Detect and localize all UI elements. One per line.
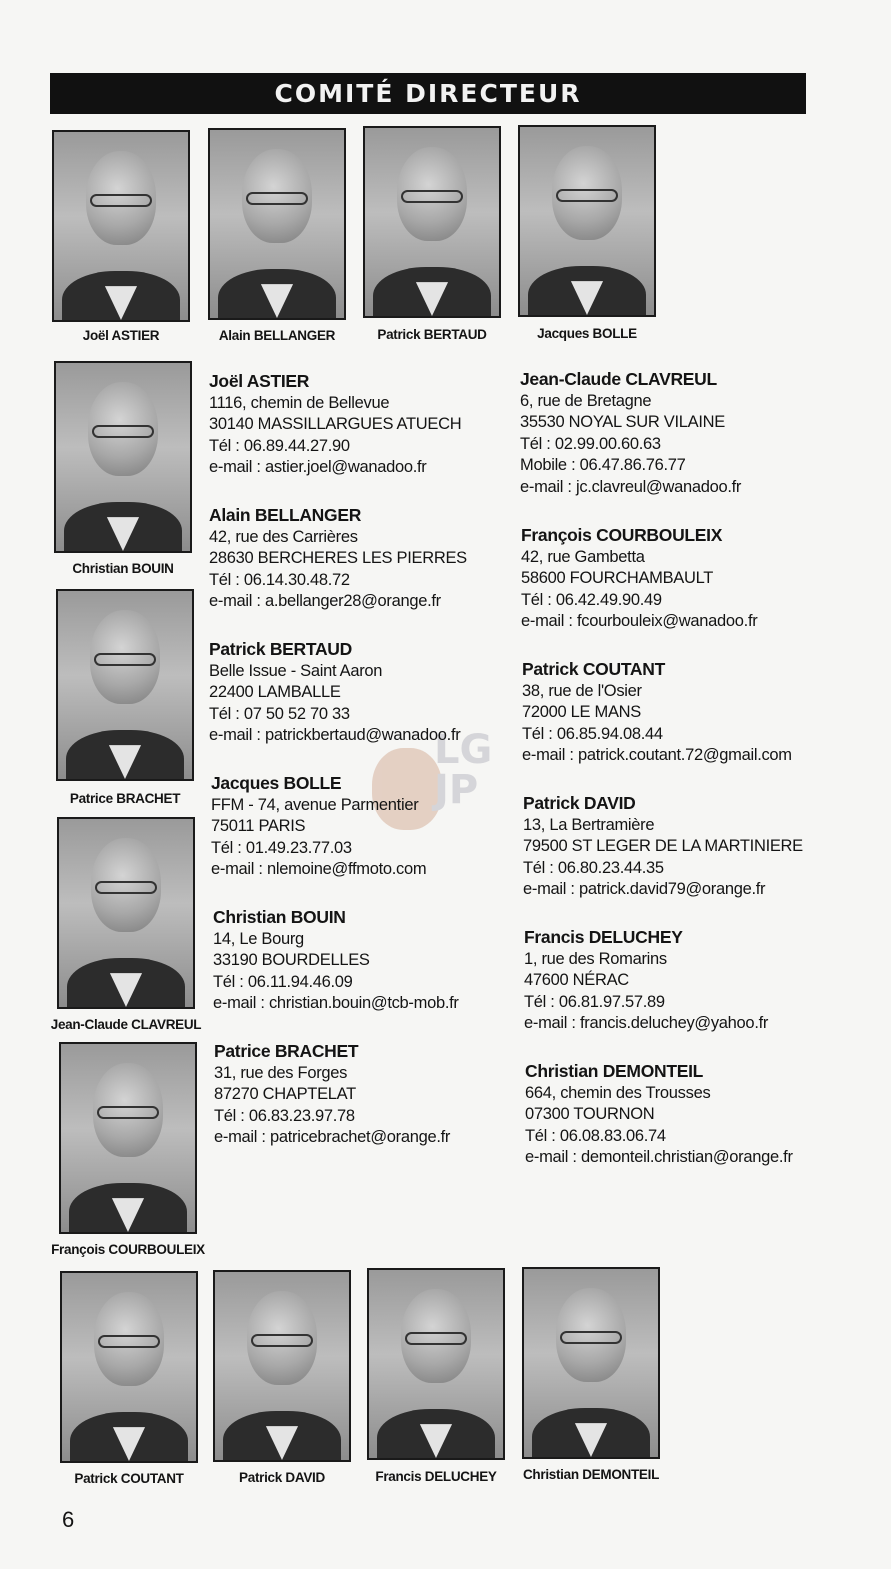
contact-phone: Tél : 06.08.83.06.74 bbox=[525, 1126, 666, 1145]
contact-card bbox=[209, 505, 467, 613]
contact-phone: Tél : 06.42.49.90.49 bbox=[521, 590, 662, 609]
contact-phone: Tél : 06.11.94.46.09 bbox=[213, 972, 353, 991]
contact-email: e-mail : nlemoine@ffmoto.com bbox=[211, 860, 427, 878]
contact-card bbox=[523, 793, 803, 901]
contact-card bbox=[524, 927, 768, 1035]
contact-mobile: Mobile : 06.47.86.76.77 bbox=[520, 456, 686, 474]
contact-phone: Tél : 06.83.23.97.78 bbox=[214, 1106, 355, 1125]
photo-caption: Jacques BOLLE bbox=[537, 326, 637, 341]
contact-email: e-mail : demonteil.christian@orange.fr bbox=[525, 1148, 793, 1166]
portrait-photo bbox=[518, 125, 656, 317]
contact-email: e-mail : a.bellanger28@orange.fr bbox=[209, 592, 441, 610]
photo-caption: François COURBOULEIX bbox=[51, 1242, 205, 1257]
contact-phone: Tél : 06.81.97.57.89 bbox=[524, 992, 665, 1011]
watermark-text: LG JP bbox=[434, 727, 493, 813]
photo-caption: Alain BELLANGER bbox=[218, 328, 336, 343]
photo-caption: Francis DELUCHEY bbox=[375, 1469, 497, 1484]
portrait-photo bbox=[60, 1271, 198, 1463]
contact-card bbox=[520, 369, 741, 498]
contact-name: Patrick COUTANT bbox=[522, 659, 665, 679]
photo-caption: Patrice BRACHET bbox=[69, 791, 181, 806]
contact-name: Joël ASTIER bbox=[209, 371, 310, 391]
contact-phone: Tél : 07 50 52 70 33 bbox=[209, 704, 350, 723]
photo-caption: Patrick COUTANT bbox=[74, 1471, 184, 1486]
contact-name: Jacques BOLLE bbox=[211, 773, 342, 793]
contact-address: 6, rue de Bretagne bbox=[520, 391, 652, 410]
photo-caption: Patrick BERTAUD bbox=[377, 327, 487, 342]
photo-caption: Christian DEMONTEIL bbox=[522, 1467, 660, 1482]
portrait-photo bbox=[208, 128, 346, 320]
contact-phone: Tél : 01.49.23.77.03 bbox=[211, 838, 352, 857]
contact-city: 22400 LAMBALLE bbox=[209, 683, 341, 701]
contact-name: Patrick BERTAUD bbox=[209, 639, 352, 659]
contact-address: 1116, chemin de Bellevue bbox=[209, 393, 390, 412]
portrait-photo bbox=[213, 1270, 351, 1462]
contact-address: 42, rue Gambetta bbox=[521, 547, 645, 566]
contact-email: e-mail : astier.joel@wanadoo.fr bbox=[209, 458, 427, 476]
contact-name: Jean-Claude CLAVREUL bbox=[520, 369, 717, 389]
contact-city: 75011 PARIS bbox=[211, 817, 306, 835]
contact-address: 1, rue des Romarins bbox=[524, 949, 667, 968]
contact-card bbox=[521, 525, 757, 633]
contact-card bbox=[522, 659, 792, 767]
portrait-photo bbox=[54, 361, 192, 553]
contact-card bbox=[211, 773, 426, 881]
contact-city: 58600 FOURCHAMBAULT bbox=[521, 569, 714, 587]
section-title: COMITÉ DIRECTEUR bbox=[50, 73, 806, 114]
page-number: 6 bbox=[62, 1507, 75, 1532]
contact-city: 28630 BERCHERES LES PIERRES bbox=[209, 549, 467, 567]
contact-city: 07300 TOURNON bbox=[525, 1105, 655, 1123]
photo-caption: Christian BOUIN bbox=[72, 561, 174, 576]
contact-city: 30140 MASSILLARGUES ATUECH bbox=[209, 415, 462, 433]
contact-name: Patrick DAVID bbox=[523, 793, 636, 813]
contact-city: 72000 LE MANS bbox=[522, 703, 642, 721]
portrait-photo bbox=[57, 817, 195, 1009]
contact-email: e-mail : patrick.david79@orange.fr bbox=[523, 880, 766, 898]
portrait-photo bbox=[522, 1267, 660, 1459]
portrait-photo bbox=[363, 126, 501, 318]
contact-name: Christian DEMONTEIL bbox=[525, 1061, 704, 1081]
contact-card bbox=[209, 639, 460, 747]
contact-email: e-mail : patrickbertaud@wanadoo.fr bbox=[209, 726, 461, 744]
contact-address: FFM - 74, avenue Parmentier bbox=[211, 795, 419, 814]
contact-city: 35530 NOYAL SUR VILAINE bbox=[520, 413, 725, 431]
contact-phone: Tél : 06.80.23.44.35 bbox=[523, 858, 664, 877]
portrait-photo bbox=[59, 1042, 197, 1234]
contact-card bbox=[525, 1061, 793, 1169]
contact-card bbox=[214, 1041, 450, 1149]
portrait-photo bbox=[56, 589, 194, 781]
contact-address: 664, chemin des Trousses bbox=[525, 1083, 711, 1102]
contact-email: e-mail : jc.clavreul@wanadoo.fr bbox=[520, 477, 742, 496]
contact-phone: Tél : 06.89.44.27.90 bbox=[209, 436, 350, 455]
contact-phone: Tél : 06.85.94.08.44 bbox=[522, 724, 663, 743]
contact-email: e-mail : patrick.coutant.72@gmail.com bbox=[522, 746, 792, 764]
contact-phone: Tél : 06.14.30.48.72 bbox=[209, 570, 350, 589]
contact-city: 47600 NÉRAC bbox=[524, 971, 629, 989]
photo-caption: Jean-Claude CLAVREUL bbox=[50, 1017, 202, 1032]
contact-name: Christian BOUIN bbox=[213, 907, 346, 927]
contact-card bbox=[213, 907, 459, 1015]
contact-email: e-mail : francis.deluchey@yahoo.fr bbox=[524, 1014, 769, 1032]
contact-address: 13, La Bertramière bbox=[523, 815, 655, 834]
portrait-photo bbox=[52, 130, 190, 322]
contact-name: Alain BELLANGER bbox=[209, 505, 362, 525]
contact-address: Belle Issue - Saint Aaron bbox=[209, 661, 383, 680]
contact-email: e-mail : fcourbouleix@wanadoo.fr bbox=[521, 612, 758, 630]
contact-city: 79500 ST LEGER DE LA MARTINIERE bbox=[523, 837, 803, 855]
photo-caption: Joël ASTIER bbox=[82, 328, 160, 343]
contact-phone: Tél : 02.99.00.60.63 bbox=[520, 434, 661, 453]
contact-city: 87270 CHAPTELAT bbox=[214, 1085, 356, 1103]
contact-card bbox=[209, 371, 461, 479]
contact-email: e-mail : christian.bouin@tcb-mob.fr bbox=[213, 994, 459, 1012]
photo-caption: Patrick DAVID bbox=[239, 1470, 325, 1485]
contact-address: 31, rue des Forges bbox=[214, 1063, 348, 1082]
contact-email: e-mail : patricebrachet@orange.fr bbox=[214, 1128, 451, 1146]
contact-city: 33190 BOURDELLES bbox=[213, 951, 370, 969]
portrait-photo bbox=[367, 1268, 505, 1460]
contact-address: 42, rue des Carrières bbox=[209, 527, 358, 546]
contact-name: Francis DELUCHEY bbox=[524, 927, 683, 947]
contact-address: 14, Le Bourg bbox=[213, 929, 304, 948]
contact-name: Patrice BRACHET bbox=[214, 1041, 359, 1061]
contact-name: François COURBOULEIX bbox=[521, 525, 723, 545]
contact-address: 38, rue de l'Osier bbox=[522, 681, 642, 700]
